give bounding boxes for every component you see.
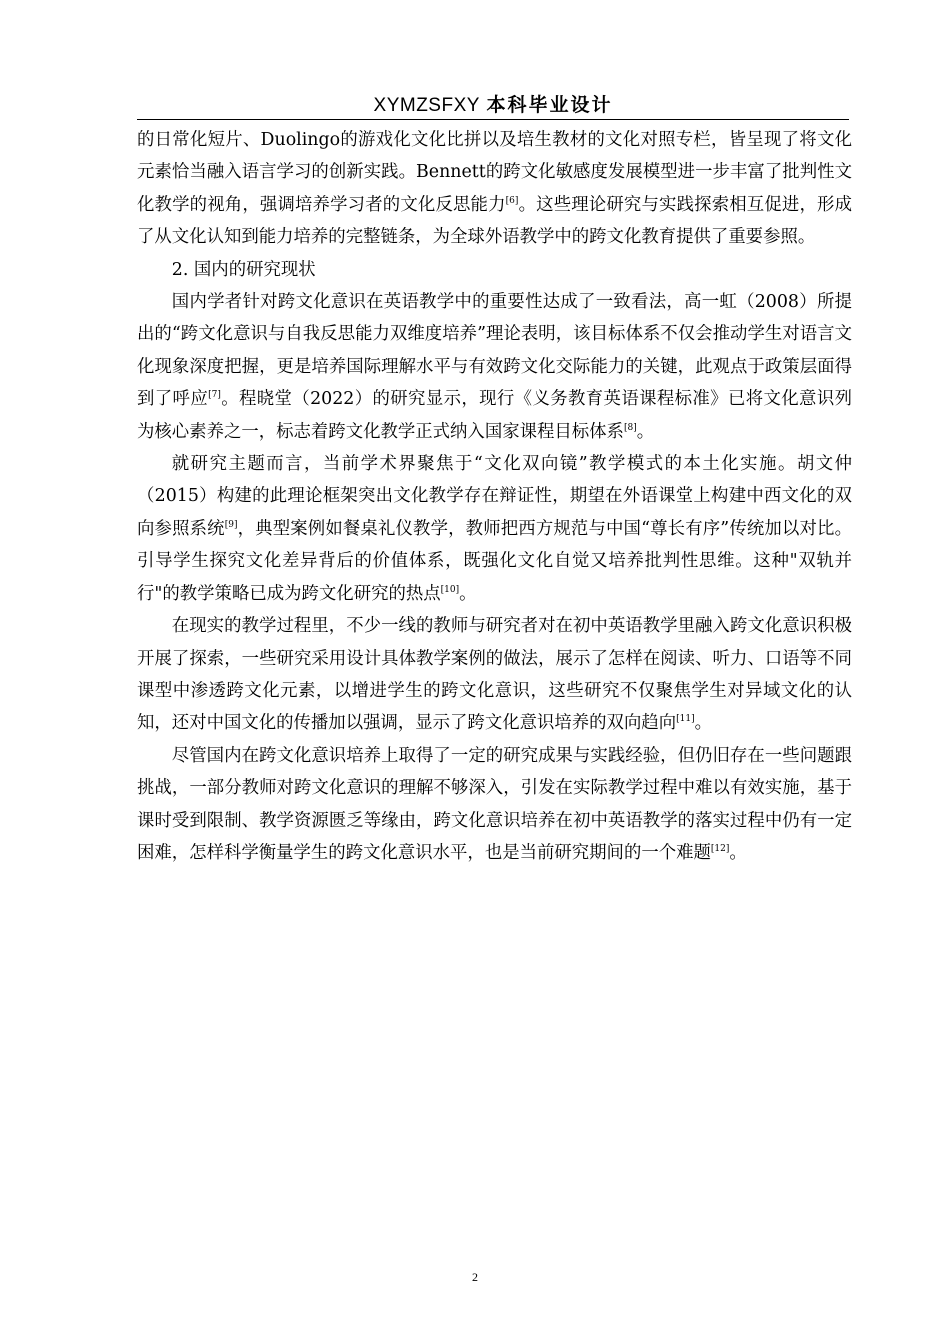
citation: [7] — [208, 390, 221, 401]
paragraph — [137, 740, 852, 870]
paragraph-text: 尽管国内在跨文化意识培养上取得了一定的研究成果与实践经验，但仍旧存在一些问题跟挑战，一部分教师对跨文化意识的理解不够深入，引发在实际教学过程中难以有效实施，基于课时受到限制、教学资源匮乏等缘由，跨文化意识培养在初中英语教学的落实过程中仍有一定困难，怎样科学衡量学生的跨文化意识水平，也是当前研究期间的一个难题 — [137, 745, 852, 863]
section-heading-text: 2. 国内的研究现状 — [171, 259, 316, 280]
citation: [11] — [676, 714, 695, 725]
paragraph-text: 。 — [729, 842, 747, 863]
paragraph-text: 的日常化短片、Duolingo的游戏化文化比拼以及培生教材的文化对照专栏，皆呈现了将文化元素恰当融入语言学习的创新实践。Bennett的跨文化敏感度发展模型进一步丰富了批判性文化教学的视角，强调培养学习者的文化反思能力 — [137, 130, 852, 215]
citation: [6] — [505, 195, 519, 206]
paragraph-text: ，典型案例如餐桌礼仪教学，教师把西方规范与中国“尊长有序”传统加以对比。引导学生探究文化差异背后的价值体系，既强化文化自觉又培养批判性思维。这种"双轨并行"的教学策略已成为跨文化研究的热点 — [137, 518, 852, 604]
paragraph-text: 就研究主题而言，当前学术界聚焦于“文化双向镜”教学模式的本土化实施。胡文仲（2015）构建的此理论框架突出文化教学存在辩证性，期望在外语课堂上构建中西文化的双向参照系统 — [137, 454, 852, 539]
paragraph-text: 。这些理论研究与实践探索相互促进，形成了从文化认知到能力培养的完整链条，为全球外语教学中的跨文化教育提供了重要参照。 — [137, 194, 852, 248]
paragraph-text: 。 — [636, 421, 655, 442]
paragraph-text: 。 — [459, 583, 477, 604]
paragraph-text: 国内学者针对跨文化意识在英语教学中的重要性达成了一致看法，高一虹（2008）所提出的“跨文化意识与自我反思能力双维度培养”理论表明，该目标体系不仅会推动学生对语言文化现象深度把握，更是培养国际理解水平与有效跨文化交际能力的关键，此观点于政策层面得到了呼应 — [137, 292, 852, 410]
paragraph — [137, 124, 852, 254]
citation: [8] — [623, 422, 637, 433]
citation: [12] — [710, 843, 730, 854]
citation: [9] — [224, 519, 238, 530]
header-code: XYMZSFXY — [373, 95, 480, 116]
citation: [10] — [440, 584, 460, 595]
paragraph — [137, 610, 852, 740]
paragraph-text: 在现实的教学过程里，不少一线的教师与研究者对在初中英语教学里融入跨文化意识积极开展了探索，一些研究采用设计具体教学案例的做法，展示了怎样在阅读、听力、口语等不同课型中渗透跨文化元素，以增进学生的跨文化意识，这些研究不仅聚焦学生对异域文化的认知，还对中国文化的传播加以强调，显示了跨文化意识培养的双向趋向 — [137, 616, 852, 734]
paragraph — [137, 286, 852, 448]
page-number: 2 — [472, 1270, 478, 1284]
paragraph-text: 。 — [694, 713, 713, 734]
paragraph — [137, 448, 852, 610]
paragraph-text: 。程晓堂（2022）的研究显示，现行《义务教育英语课程标准》已将文化意识列为核心素养之一，标志着跨文化教学正式纳入国家课程目标体系 — [137, 389, 852, 442]
header-title: 本科毕业设计 — [486, 94, 613, 116]
document-body — [137, 124, 852, 869]
header-rule — [137, 119, 849, 120]
section-heading — [137, 254, 852, 286]
page-header — [137, 92, 849, 119]
